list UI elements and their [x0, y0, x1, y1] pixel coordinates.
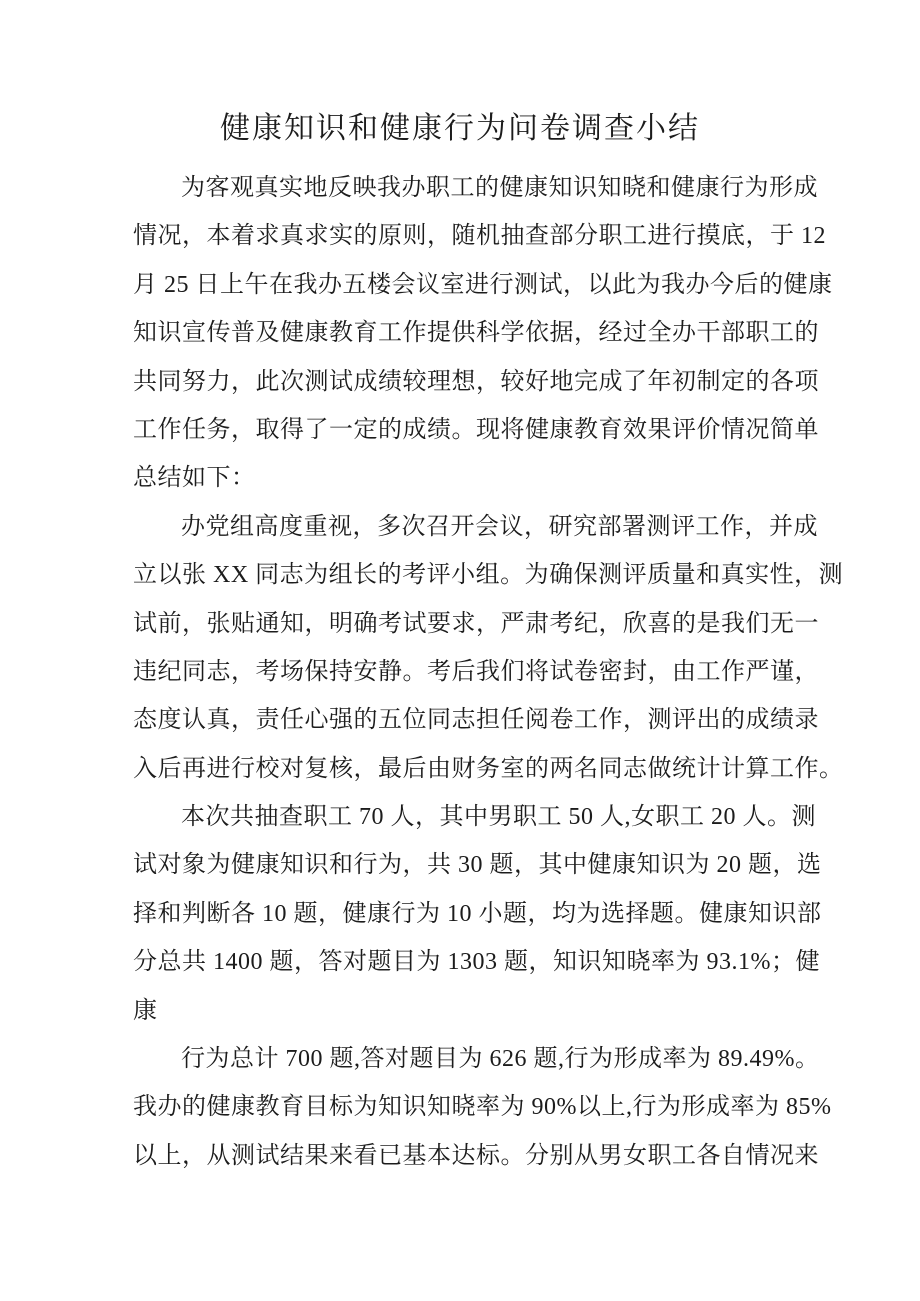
text-line: 月 25 日上午在我办五楼会议室进行测试，以此为我办今后的健康 — [133, 271, 833, 298]
text-line: 行为总计 700 题,答对题目为 626 题,行为形成率为 89.49%。 — [181, 1046, 820, 1073]
document-body — [133, 164, 844, 1180]
text-line: 试对象为健康知识和行为，共 30 题，其中健康知识为 20 题，选 — [133, 852, 822, 879]
text-line: 入后再进行校对复核，最后由财务室的两名同志做统计计算工作。 — [133, 755, 844, 782]
text-line: 态度认真，责任心强的五位同志担任阅卷工作，测评出的成绩录 — [133, 707, 819, 734]
text-line: 本次共抽查职工 70 人，其中男职工 50 人,女职工 20 人。测 — [181, 804, 816, 831]
text-line: 情况，本着求真求实的原则，随机抽查部分职工进行摸底，于 12 — [133, 223, 826, 250]
document-title: 健康知识和健康行为问卷调查小结 — [220, 112, 700, 145]
text-line: 为客观真实地反映我办职工的健康知识知晓和健康行为形成 — [181, 175, 818, 201]
text-line: 我办的健康教育目标为知识知晓率为 90%以上,行为形成率为 85% — [133, 1094, 832, 1121]
text-line: 以上，从测试结果来看已基本达标。分别从男女职工各自情况来 — [133, 1142, 819, 1169]
text-line: 违纪同志，考场保持安静。考后我们将试卷密封，由工作严谨， — [133, 658, 819, 685]
text-line: 试前，张贴通知，明确考试要求，严肃考纪，欣喜的是我们无一 — [133, 610, 819, 637]
text-line: 康 — [133, 997, 158, 1024]
text-line: 择和判断各 10 题，健康行为 10 小题，均为选择题。健康知识部 — [133, 900, 822, 927]
text-line: 办党组高度重视，多次召开会议，研究部署测评工作，并成 — [181, 513, 818, 540]
text-line: 共同努力，此次测试成绩较理想，较好地完成了年初制定的各项 — [133, 368, 819, 395]
text-line: 总结如下： — [133, 465, 256, 492]
text-line: 知识宣传普及健康教育工作提供科学依据，经过全办干部职工的 — [133, 320, 819, 347]
text-line: 工作任务，取得了一定的成绩。现将健康教育效果评价情况简单 — [133, 416, 819, 443]
text-line: 分总共 1400 题，答对题目为 1303 题，知识知晓率为 93.1%；健 — [133, 949, 820, 976]
text-line: 立以张 XX 同志为组长的考评小组。为确保测评质量和真实性，测 — [133, 562, 844, 589]
